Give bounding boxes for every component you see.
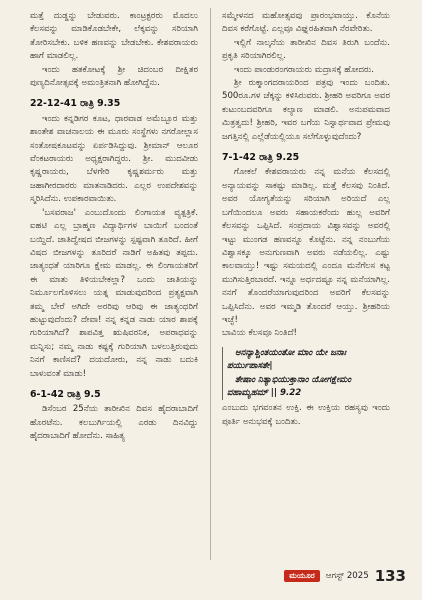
diary-entry-date: 22-12-41 ರಾತ್ರಿ 9.35 [30,98,121,110]
paragraph: ಎಂಬುದು ಭಗವಂತನ ಉಕ್ತಿ. ಈ ಉಕ್ತಿಯ ರಹಸ್ಯವು ಇಂದು ಪೂರ್ತಿ ಅನುಭವಕ್ಕೆ ಬಂದಿತು. [222,403,390,427]
paragraph: ಗೋಕಲೆ ಕೇಶವರಾಯರು ನನ್ನ ಮನೆಯ ಕೆಲಸದಲ್ಲಿ ಅನ್ಯಾಯವನ್ನು ಸಾಕಷ್ಟು ಮಾಡಿಲ್ಲ. ಮತ್ತೆ ಕೆಲಸವು ನಿಂತಿದೆ. ಅವರ ಯೋಗ್ಯತೆಯನ್ನು ಸರಿಯಾಗಿ ಅರಿಯದೆ ಎಲ್ಲ ಬಗೆಯಿಂದಲೂ ಅವರು ಸಹಾಯಕರೆಂದು ಹುಲ್ಲ ಅವರಿಗೆ ಕೆಲಸವನ್ನು ಒಪ್ಪಿಸಿದೆ. ಸಂಪ್ರದಾಯ ವಿಶ್ವಾಸವನ್ನು ಅವರಲ್ಲಿ ಇಟ್ಟು ಮುಂಗಡ ಹಣವನ್ನೂ ಕೊಟ್ಟೆನು. ನನ್ನ ನಂಬುಗೆಯ ವಿಶ್ವಾಸಕ್ಕೂ ಅನುಗುಣವಾಗಿ ಅವರು ನಡೆಯಲಿಲ್ಲ. ಎಷ್ಟು ಕಾಲವಾಯ್ತು! ಇಷ್ಟು ಸಮಯದಲ್ಲಿ ಎಂದೂ ಮನೆಗೆಲಸ ಕಟ್ಟ ಮುಗಿಸುತ್ತಿರಬಾರದೆ. ಇನ್ನೂ ಅರ್ಧದಷ್ಟೂ ನನ್ನ ಮನೆಯಾಗಿಲ್ಲ. ನನಗೆ ತೊಂದರೆಯಾಗುವುದರಿಂದ ಅವರಿಗೆ ಕೆಲಸವನ್ನು ಒಪ್ಪಿಸಿದೆನು. ಅವರ ಇಮ್ಮಡಿ ತೊಂದರೆ ಆಯ್ತು. ಶ್ರೀಹರಿಯ ಇಚ್ಛೆ! [222,167,390,325]
paragraph: 'ಬಸವರಾಜ' ಎಂಬುದೊಂದು ಲಿಂಗಾಯತ ವ್ಯತ್ಪತ್ರಿಕೆ. ಐಹಟಿ ಎಲ್ಲ ಬ್ರಾಹ್ಮಣ ವಿದ್ಯಾರ್ಥಿಗಳ ಬಾಯಿಗೆ ಬಂದಂತೆ ಬಯ್ದಿದೆ. ಜಾತಿದ್ವೇಷದ ಬೀಜಗಳನ್ನು ಸ್ಪಷ್ಟವಾಗಿ ತೂರಿದೆ. ಹೀಗೆ ವಿಷದ ಬೀಜಗಳನ್ನು ತೂರಿದರೆ ನಾಡಿಗೆ ಅಹಿತವು ತಪ್ಪದು. ಜಾತ್ಯಂಧತೆ ಯಾರಿಗೂ ಕ್ಷೇಮ ಮಾಡಲ್ಲ. ಈ ಲಿಂಗಾಯತರಿಗೆ ಈ ಮಾತು ತಿಳಿಯಬೇಕಲ್ಲಾ? ಒಂದು ಜಾತಿಯನ್ನು ನಿರ್ಮೂಲಗೊಳಿಸಲು ಯತ್ನ ಮಾಡುವುದರಿಂದ ಪ್ರತ್ಯಕ್ಷವಾಗಿ ತಮ್ಮ ಬೇರೆ ಅಗಿದೇ ಅರರಿವು ಆರಿವು ಈ ಜಾತ್ಯಂಧರಿಗೆ ಹುಟ್ಟುವುದೆಂದು? ದೇವಾ! ನನ್ನ ಕನ್ನಡ ನಾಡು ಯಾರ ಶಾಪಕ್ಕೆ ಗುರಿಯಾಗಿದೆ? ಶಾಪವಿತ್ತ ಋಷಿವರನಿಕ, ಅಪರಾಧವನ್ನು ಮನ್ನಿಸು; ನಮ್ಮ ನಾಡು ಕಷ್ಟಕ್ಕೆ ಗುರಿಯಾಗಿ ಬಳಲುತ್ತಿರುವುದು ನಿನಗೆ ಕಾಣಿಸದೆ? ದಯದೋರು, ನನ್ನ ನಾಡು ಬದುಕಿ ಬಾಳುವಂತೆ ಮಾಡು! [30,207,198,379]
right-column [222,10,390,562]
diary-entry-date: 7-1-42 ರಾತ್ರಿ 9.25 [222,152,300,164]
column-divider [210,8,211,560]
paragraph: ಮತ್ತೆ ದುಡ್ಡನ್ನು ಬೇಡುವರು. ಕಾಂಟ್ರಕ್ಟರರು ಮೊದಲು ಕೆಲಸವನ್ನು ಮಾಡಿಕೊಡಬೇಕೇ, ಲೆಕ್ಕವನ್ನು ಸರಿಯಾಗಿ ತೋರಿಸಬೇಕು. ಬಳಿಕ ಹಣವನ್ನು ಬೇಡಬೇಕು. ಕೇಶವರಾಯರು ಹಾಗೆ ಮಾಡಲಿಲ್ಲ. [30,11,198,62]
sanskrit-quote [222,347,390,401]
paragraph: ಇಂದು ಹತಕೋಟಕ್ಕೆ ಶ್ರೀ ಚಿದಂಬರ ದೀಕ್ಷಿತರ ಪುಣ್ಯದಿನೋತ್ಸವಕ್ಕೆ ಅಮಂತ್ರಿತನಾಗಿ ಹೋಗಿದ್ದೆನು. [30,64,198,89]
paragraph: ಶ್ರೀ ರುಕ್ಮಾಂಗದರಾಯರಿಂದ ಪತ್ರವು ಇಂದು ಬಂದಿತು. 500ರೂ.ಗಳ ಚೆಕ್ಕನ್ನು ಕಳಿಸಿರುವರು. ಶ್ರೀಹರಿ ಅವರಿಗೂ ಅವರ ಕುಟುಂಬದವರಿಗೂ ಕಲ್ಯಾಣ ಮಾಡಲಿ. ಅನುಪಮವಾದ ಮಿತ್ರತ್ವದು! ಶ್ರೀಹರಿ, ಇವರ ಬಗೆಯ ನಿಸ್ವಾರ್ಥವಾದ ಪ್ರೇಮವು ಜಗತ್ತಿನಲ್ಲಿ ಎಲ್ಲೆಡೆಯಲ್ಲಿಯೂ ಸಲೆಗೊಳ್ಳುವುದೆಂದು? [222,78,390,142]
quote-line: ಅನನ್ಯಾಶ್ಚಿಂತಯಂತೋ ಮಾಂ ಯೇ ಜನಾಃ ಪರ್ಯುಪಾಸತೇ| [227,347,346,372]
issue-date: ಆಗಸ್ಟ್ 2025 [325,571,369,581]
paragraph: ಡಿಸೆಂಬರ 25ನೆಯ ತಾರೀಖಿನ ದಿವಸ ಹೈದರಾಬಾದಿಗೆ ಹೊರಟೆನು. ಕಲಬುರ್ಗಿಯಲ್ಲಿ ಎರಡು ದಿನವಿದ್ದು ಹೈದರಾಬಾದಿಗೆ ಹೋದೆನು. ಸಾಹಿತ್ಯ [30,404,198,442]
paragraph: ಸಮ್ಮೇಳನದ ಮಹೋತ್ಸವವು ಪ್ರಾರಂಭವಾಯ್ತು. ಕೊನೆಯ ದಿವಸ ಕರೆಗೊಟ್ಟೆ. ಎಲ್ಲವೂ ವಿಘ್ನರಹಿತವಾಗಿ ನೆರವೇರಿತು. [222,11,390,35]
paragraph: ಇಂದು ಕನ್ನಡಿಗರ ಕೂಟ, ಧಾರವಾಡ ಅಮೆಬ್ಬೂರ ಮತ್ತು ಶಾಂತೇಶ ವಾಚನಾಲಯ ಈ ಮೂರು ಸಂಸ್ಥೆಗಳು ನಗರೋಲ್ಲಾಸ ಸಂತೋಷಕೂಟವನ್ನು ಏರ್ಪಡಿಸಿದ್ದುವು. ಶ್ರೀಮಾನ್ ಆಲೂರ ವೆಂಕಟರಾಯರು ಅಧ್ಯಕ್ಷರಾಗಿದ್ದರು. ಶ್ರೀ. ಮುದವೀಡು ಕೃಷ್ಣರಾಯರು, ಬೆಳಗೇರಿ ಕೃಷ್ಣಶರ್ಮರು ಮತ್ತು ಜಹಾಗೀರದಾರರು ಮಾತನಾಡಿದರು. ಎಲ್ಲರ ಉಪದೇಶವನ್ನು ಸ್ಮರಿಸಿದೆನು. ಉಪಕಾರವಾಯಿತು. [30,113,198,205]
diary-entry-date: 6-1-42 ರಾತ್ರಿ 9.5 [30,388,101,400]
paragraph: ಇಲ್ಲಿಗೆ ನಾಲ್ಕನೆಯ ತಾರೀಖಿನ ದಿವಸ ತಿರುಗಿ ಬಂದೆನು. ಪ್ರಕೃತಿ ಸರಿಯಾಗಿರಲಿಲ್ಲ. [222,37,390,62]
page-footer [284,568,406,584]
left-column [30,10,198,562]
page-number: 133 [374,567,406,585]
magazine-logo: ಮಯೂರ [284,570,320,582]
quote-line: ತೇಷಾಂ ನಿತ್ಯಾಭಿಯುಕ್ತಾನಾಂ ಯೋಗಕ್ಷೇಮಂ ವಹಾಮ್ಯಹಮ್ || 9.22 [227,374,352,398]
paragraph: ಬಾವಿಯ ಕೆಲಸವೂ ನಿಂತಿದೆ! [222,328,297,339]
paragraph: ಇಂದು ಪಾಂಡುರಂಗರಾಯರು ಮದ್ರಾಸಕ್ಕೆ ಹೋದರು. [234,64,375,75]
